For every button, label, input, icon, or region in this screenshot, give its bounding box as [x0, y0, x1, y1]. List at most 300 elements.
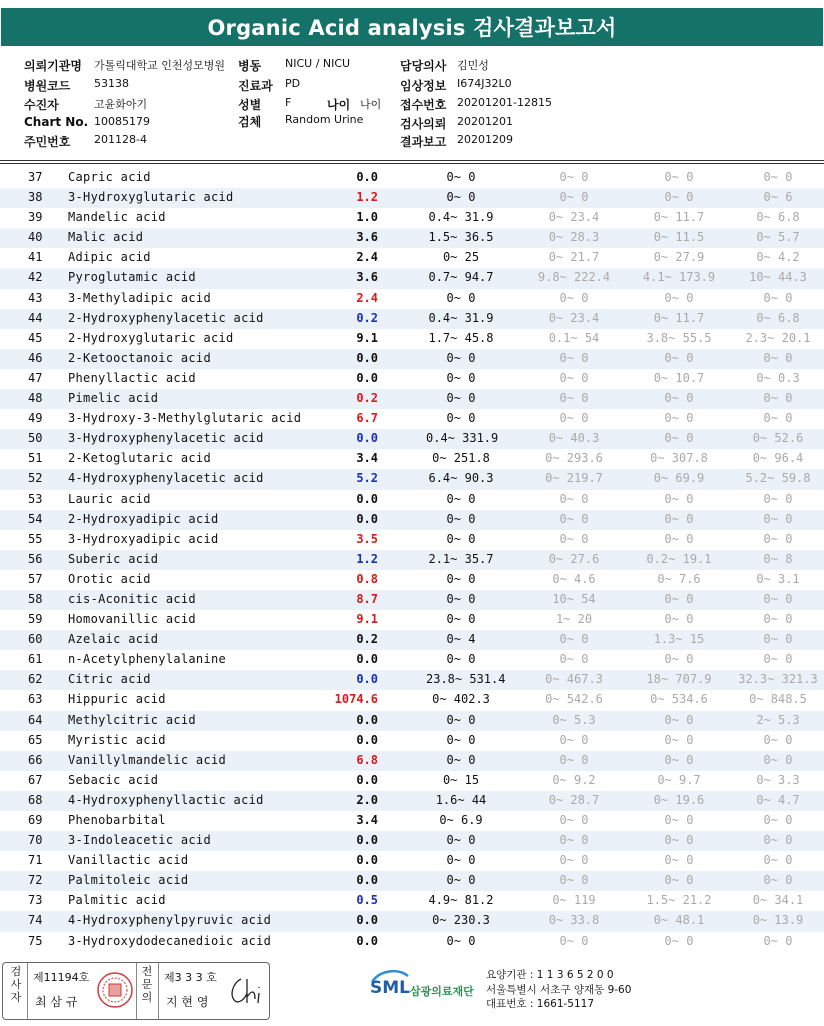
age-range-2: 0~ 0 [664, 853, 694, 868]
result-value: 1.0 [356, 210, 378, 225]
analyte-name: 3-Hydroxyadipic acid [68, 531, 219, 546]
analyte-name: 3-Hydroxyphenylacetic acid [68, 431, 264, 446]
reference-range: 0~ 0 [446, 712, 476, 727]
result-value: 0.0 [356, 370, 378, 385]
reference-range: 1.7~ 45.8 [428, 330, 494, 345]
specialist-name: 지 현 영 [166, 995, 209, 1009]
analyte-name: Sebacic acid [68, 772, 159, 787]
reference-range: 23.8~ 531.4 [426, 672, 506, 687]
analyte-name: 3-Hydroxydodecanedioic acid [68, 933, 272, 948]
tester-vertical-label: 검 사 자 [10, 965, 22, 1004]
table-row [0, 429, 824, 449]
age-range-1: 0~ 0 [559, 833, 589, 848]
age-range-1: 0~ 21.7 [548, 250, 600, 265]
analyte-name: Vanillactic acid [68, 853, 189, 868]
analyte-name: Methylcitric acid [68, 712, 196, 727]
analyte-name: 2-Ketooctanoic acid [68, 350, 211, 365]
age-range-3: 0~ 0 [763, 391, 793, 406]
reference-range: 0~ 0 [446, 853, 476, 868]
reference-range: 0~ 0 [446, 833, 476, 848]
age-range-2: 0~ 7.6 [657, 571, 701, 586]
age-range-1: 0~ 0 [559, 391, 589, 406]
age-range-2: 0~ 0 [664, 712, 694, 727]
age-range-1: 0~ 0 [559, 491, 589, 506]
reference-range: 0~ 0 [446, 732, 476, 747]
age-range-2: 0~ 307.8 [650, 451, 708, 466]
age-range-2: 0.2~ 19.1 [646, 551, 712, 566]
table-row [0, 791, 824, 811]
table-row [0, 690, 824, 710]
reference-range: 0~ 4 [446, 632, 476, 647]
age-range-1: 0~ 0 [559, 350, 589, 365]
reference-range: 0~ 0 [446, 190, 476, 205]
report-title: Organic Acid analysis 검사결과보고서 [1, 8, 823, 46]
request-value: 20201201 [457, 115, 513, 128]
table-row [0, 188, 824, 208]
age-range-1: 0~ 293.6 [545, 451, 603, 466]
table-row [0, 610, 824, 630]
divider [136, 963, 137, 1019]
reference-range: 0~ 0 [446, 612, 476, 627]
age-range-1: 0~ 0 [559, 511, 589, 526]
table-row [0, 650, 824, 670]
table-row [0, 530, 824, 550]
receipt-label: 접수번호 [400, 98, 447, 112]
row-number: 68 [28, 792, 43, 807]
result-value: 0.5 [356, 893, 378, 908]
age-range-2: 0~ 0 [664, 411, 694, 426]
lab-address: 서울특별시 서초구 양재동 9-60 [486, 983, 632, 996]
result-value: 0.0 [356, 873, 378, 888]
request-label: 검사의뢰 [400, 117, 447, 131]
row-number: 38 [28, 190, 43, 205]
reference-range: 0~ 402.3 [432, 692, 490, 707]
row-number: 49 [28, 411, 43, 426]
reference-range: 0~ 0 [446, 531, 476, 546]
age-range-1: 9.8~ 222.4 [537, 270, 611, 285]
reference-range: 1.5~ 36.5 [428, 230, 494, 245]
age-range-1: 1~ 20 [555, 612, 593, 627]
reference-range: 2.1~ 35.7 [428, 551, 494, 566]
reference-range: 0~ 0 [446, 350, 476, 365]
reference-range: 6.4~ 90.3 [428, 471, 494, 486]
receipt-value: 20201201-12815 [457, 96, 552, 109]
row-number: 71 [28, 853, 43, 868]
age-range-1: 0~ 0 [559, 531, 589, 546]
result-value: 0.0 [356, 853, 378, 868]
analyte-name: Capric acid [68, 170, 151, 184]
lab-name: 삼광의료재단 [410, 985, 474, 998]
result-value: 0.0 [356, 350, 378, 365]
table-row [0, 932, 824, 952]
age-range-1: 0.1~ 54 [548, 330, 600, 345]
row-number: 46 [28, 350, 43, 365]
age-range-3: 0~ 0 [763, 411, 793, 426]
hospital-code-value: 53138 [94, 77, 129, 90]
age-range-1: 0~ 0 [559, 370, 589, 385]
tester-license: 제11194호 [33, 971, 90, 984]
reference-range: 0~ 230.3 [432, 913, 490, 928]
analyte-name: Azelaic acid [68, 632, 159, 647]
table-row [0, 570, 824, 590]
lab-phone: 대표번호 : 1661-5117 [486, 998, 595, 1010]
age-range-3: 0~ 0 [763, 732, 793, 747]
result-value: 1.2 [356, 190, 378, 205]
age-value: 나이 [360, 98, 382, 111]
result-value: 0.0 [356, 772, 378, 787]
row-number: 51 [28, 451, 43, 466]
age-range-3: 0~ 6 [763, 190, 793, 205]
age-range-2: 0~ 69.9 [653, 471, 705, 486]
reference-range: 0~ 0 [446, 933, 476, 948]
table-row [0, 670, 824, 690]
result-value: 6.8 [356, 752, 378, 767]
analyte-name: Citric acid [68, 672, 151, 687]
analyte-name: Homovanillic acid [68, 612, 196, 627]
reference-range: 4.9~ 81.2 [428, 893, 494, 908]
age-range-2: 0~ 11.7 [653, 210, 705, 225]
reference-range: 0~ 0 [446, 491, 476, 506]
analyte-name: 2-Ketoglutaric acid [68, 451, 211, 466]
ward-label: 병동 [238, 59, 262, 73]
reference-range: 0~ 15 [442, 772, 480, 787]
age-range-2: 0~ 0 [664, 391, 694, 406]
result-value: 0.2 [356, 391, 378, 406]
age-range-1: 0~ 0 [559, 933, 589, 948]
age-range-1: 0~ 9.2 [552, 772, 596, 787]
row-number: 42 [28, 270, 43, 285]
row-number: 53 [28, 491, 43, 506]
reference-range: 0~ 0 [446, 511, 476, 526]
signature-icon [225, 973, 263, 1009]
row-number: 54 [28, 511, 43, 526]
chart-no-value: 10085179 [94, 115, 150, 128]
age-range-3: 2.3~ 20.1 [745, 330, 811, 345]
age-range-1: 10~ 54 [552, 591, 596, 606]
lab-logo-text: SML [370, 978, 410, 998]
reference-range: 0~ 0 [446, 411, 476, 426]
result-value: 0.0 [356, 672, 378, 687]
row-number: 57 [28, 571, 43, 586]
result-value: 5.2 [356, 471, 378, 486]
row-number: 45 [28, 330, 43, 345]
analyte-name: Orotic acid [68, 571, 151, 586]
row-number: 62 [28, 672, 43, 687]
table-row [0, 248, 824, 268]
age-range-2: 0~ 0 [664, 873, 694, 888]
table-row [0, 309, 824, 329]
row-number: 50 [28, 431, 43, 446]
age-range-1: 0~ 33.8 [548, 913, 600, 928]
age-range-2: 0~ 27.9 [653, 250, 705, 265]
age-range-2: 0~ 0 [664, 591, 694, 606]
age-range-1: 0~ 27.6 [548, 551, 600, 566]
result-value: 0.0 [356, 431, 378, 446]
result-value: 0.0 [356, 833, 378, 848]
age-range-3: 0~ 848.5 [749, 692, 807, 707]
reference-range: 1.6~ 44 [435, 792, 487, 807]
specimen-value: Random Urine [285, 113, 364, 126]
result-value: 9.1 [356, 330, 378, 345]
lab-code: 요양기관 : 1 1 3 6 5 2 0 0 [486, 969, 614, 981]
reference-range: 0~ 0 [446, 591, 476, 606]
analyte-name: 2-Hydroxyglutaric acid [68, 330, 234, 345]
age-range-3: 0~ 0 [763, 531, 793, 546]
results-table [0, 168, 824, 952]
hospital-code-label: 병원코드 [24, 79, 71, 93]
age-range-3: 0~ 0 [763, 350, 793, 365]
age-range-3: 0~ 4.2 [756, 250, 800, 265]
age-range-3: 0~ 8 [763, 551, 793, 566]
age-range-1: 0~ 119 [552, 893, 596, 908]
row-number: 52 [28, 471, 43, 486]
analyte-name: Pimelic acid [68, 391, 159, 406]
reference-range: 0~ 25 [442, 250, 480, 265]
age-range-3: 0~ 0 [763, 591, 793, 606]
age-range-1: 0~ 0 [559, 411, 589, 426]
result-value: 0.0 [356, 652, 378, 667]
row-number: 63 [28, 692, 43, 707]
age-range-3: 0~ 13.9 [752, 913, 804, 928]
age-range-2: 0~ 0 [664, 752, 694, 767]
age-range-1: 0~ 0 [559, 652, 589, 667]
id-value: 201128-4 [94, 133, 147, 146]
age-range-3: 0~ 5.7 [756, 230, 800, 245]
age-range-3: 0~ 0 [763, 652, 793, 667]
patient-label: 수진자 [24, 98, 59, 112]
age-range-3: 0~ 6.8 [756, 310, 800, 325]
result-value: 6.7 [356, 411, 378, 426]
patient-value: 고윤화아기 [94, 98, 148, 111]
reference-range: 0.4~ 31.9 [428, 210, 494, 225]
table-row [0, 409, 824, 429]
row-number: 39 [28, 210, 43, 225]
age-range-3: 5.2~ 59.8 [745, 471, 811, 486]
age-range-1: 0~ 0 [559, 873, 589, 888]
analyte-name: 3-Methyladipic acid [68, 290, 211, 305]
age-range-2: 0~ 19.6 [653, 792, 705, 807]
age-range-3: 0~ 0 [763, 491, 793, 506]
age-range-3: 0~ 6.8 [756, 210, 800, 225]
table-row [0, 268, 824, 288]
analyte-name: Palmitoleic acid [68, 873, 189, 888]
row-number: 64 [28, 712, 43, 727]
age-range-2: 0~ 0 [664, 290, 694, 305]
age-range-3: 0~ 0 [763, 612, 793, 627]
result-value: 20201209 [457, 133, 513, 146]
table-row [0, 871, 824, 891]
sex-label: 성별 [238, 98, 262, 112]
table-row [0, 630, 824, 650]
reference-range: 0.4~ 331.9 [426, 431, 499, 446]
analyte-name: cis-Aconitic acid [68, 591, 196, 606]
analyte-name: Vanillylmandelic acid [68, 752, 227, 767]
result-value: 0.2 [356, 632, 378, 647]
reference-range: 0~ 0 [446, 752, 476, 767]
age-range-1: 0~ 542.6 [545, 692, 603, 707]
age-range-3: 0~ 34.1 [752, 893, 804, 908]
table-row [0, 389, 824, 409]
table-row [0, 369, 824, 389]
result-value: 2.0 [356, 792, 378, 807]
result-value: 2.4 [356, 290, 378, 305]
age-range-2: 3.8~ 55.5 [646, 330, 712, 345]
age-range-3: 0~ 0 [763, 873, 793, 888]
row-number: 65 [28, 732, 43, 747]
age-range-3: 10~ 44.3 [749, 270, 807, 285]
row-number: 37 [28, 170, 43, 184]
age-range-3: 0~ 0 [763, 813, 793, 827]
reference-range: 0.4~ 31.9 [428, 310, 494, 325]
institution-label: 의뢰기관명 [24, 59, 82, 73]
age-range-1: 0~ 0 [559, 853, 589, 868]
table-row [0, 449, 824, 469]
row-number: 75 [28, 933, 43, 948]
table-row [0, 731, 824, 751]
analyte-name: n-Acetylphenylalanine [68, 652, 227, 667]
analyte-name: 4-Hydroxyphenylpyruvic acid [68, 913, 272, 928]
age-range-2: 0~ 534.6 [650, 692, 708, 707]
reference-range: 0~ 0 [446, 652, 476, 667]
result-value: 3.5 [356, 531, 378, 546]
analyte-name: Lauric acid [68, 491, 151, 506]
row-number: 73 [28, 893, 43, 908]
age-range-1: 0~ 28.3 [548, 230, 600, 245]
row-number: 43 [28, 290, 43, 305]
clinical-label: 임상정보 [400, 79, 447, 93]
analyte-name: Suberic acid [68, 551, 159, 566]
analyte-name: 3-Hydroxy-3-Methylglutaric acid [68, 411, 302, 426]
row-number: 40 [28, 230, 43, 245]
row-number: 44 [28, 310, 43, 325]
table-row [0, 208, 824, 228]
table-row [0, 831, 824, 851]
age-range-3: 0~ 0 [763, 833, 793, 848]
result-value: 8.7 [356, 591, 378, 606]
age-range-3: 2~ 5.3 [756, 712, 800, 727]
row-number: 74 [28, 913, 43, 928]
age-range-2: 0~ 0 [664, 431, 694, 446]
age-range-3: 0~ 0 [763, 170, 793, 184]
result-value: 1.2 [356, 551, 378, 566]
analyte-name: Myristic acid [68, 732, 166, 747]
result-value: 3.4 [356, 813, 378, 827]
row-number: 69 [28, 813, 43, 827]
table-row [0, 751, 824, 771]
table-row [0, 329, 824, 349]
age-range-2: 0~ 11.5 [653, 230, 705, 245]
age-range-1: 0~ 0 [559, 190, 589, 205]
patient-info [0, 52, 824, 152]
result-value: 0.0 [356, 170, 378, 184]
age-range-1: 0~ 4.6 [552, 571, 596, 586]
sex-value: F [285, 96, 292, 109]
age-range-2: 18~ 707.9 [646, 672, 712, 687]
age-range-2: 0~ 0 [664, 511, 694, 526]
age-range-2: 0~ 0 [664, 732, 694, 747]
chart-no-label: Chart No. [24, 115, 89, 129]
age-range-3: 0~ 96.4 [752, 451, 804, 466]
result-value: 1074.6 [334, 692, 378, 707]
row-number: 47 [28, 370, 43, 385]
table-row [0, 289, 824, 309]
reference-range: 0~ 0 [446, 571, 476, 586]
reference-range: 0~ 0 [446, 290, 476, 305]
table-row [0, 711, 824, 731]
tester-name: 최 삼 규 [35, 995, 78, 1009]
analyte-name: Malic acid [68, 230, 144, 245]
row-number: 56 [28, 551, 43, 566]
age-range-1: 0~ 0 [559, 813, 589, 827]
age-range-2: 0~ 0 [664, 813, 694, 827]
divider [27, 963, 28, 1019]
age-range-1: 0~ 28.7 [548, 792, 600, 807]
age-range-2: 0~ 9.7 [657, 772, 701, 787]
specialist-vertical-label: 전 문 의 [141, 965, 153, 1004]
result-value: 0.0 [356, 913, 378, 928]
divider [158, 963, 159, 1019]
clinical-value: I674J32L0 [457, 77, 512, 90]
age-range-3: 0~ 0 [763, 290, 793, 305]
result-value: 3.4 [356, 451, 378, 466]
result-value: 3.6 [356, 270, 378, 285]
age-range-2: 0~ 0 [664, 531, 694, 546]
age-range-1: 0~ 23.4 [548, 310, 600, 325]
specimen-label: 검체 [238, 115, 262, 129]
institution-value: 가톨릭대학교 인천성모병원 [94, 59, 226, 72]
row-number: 48 [28, 391, 43, 406]
age-range-2: 0~ 10.7 [653, 370, 705, 385]
age-range-2: 0~ 0 [664, 833, 694, 848]
age-range-1: 0~ 0 [559, 290, 589, 305]
reference-range: 0~ 251.8 [432, 451, 490, 466]
age-range-3: 0~ 3.1 [756, 571, 800, 586]
row-number: 58 [28, 591, 43, 606]
age-range-2: 0~ 0 [664, 170, 694, 184]
age-range-2: 4.1~ 173.9 [642, 270, 716, 285]
table-row [0, 771, 824, 791]
age-range-1: 0~ 467.3 [545, 672, 603, 687]
age-range-3: 0~ 0 [763, 752, 793, 767]
result-value: 0.0 [356, 491, 378, 506]
result-value: 9.1 [356, 612, 378, 627]
table-row [0, 811, 824, 831]
result-value: 0.0 [356, 511, 378, 526]
result-value: 0.0 [356, 712, 378, 727]
result-value: 0.0 [356, 933, 378, 948]
analyte-name: 3-Hydroxyglutaric acid [68, 190, 234, 205]
result-value: 0.2 [356, 310, 378, 325]
result-value: 0.8 [356, 571, 378, 586]
age-range-2: 0~ 0 [664, 652, 694, 667]
ward-value: NICU / NICU [285, 57, 351, 70]
analyte-name: Palmitic acid [68, 893, 166, 908]
result-value: 3.6 [356, 230, 378, 245]
age-range-2: 0~ 0 [664, 350, 694, 365]
age-range-1: 0~ 40.3 [548, 431, 600, 446]
row-number: 61 [28, 652, 43, 667]
seal-stamp-icon [96, 971, 134, 1009]
analyte-name: Phenobarbital [68, 813, 166, 827]
age-range-3: 0~ 4.7 [756, 792, 800, 807]
table-row [0, 228, 824, 248]
row-number: 60 [28, 632, 43, 647]
result-label: 결과보고 [400, 135, 447, 149]
department-value: PD [285, 77, 301, 90]
age-range-2: 0~ 48.1 [653, 913, 705, 928]
reference-range: 0.7~ 94.7 [428, 270, 494, 285]
analyte-name: Pyroglutamic acid [68, 270, 196, 285]
